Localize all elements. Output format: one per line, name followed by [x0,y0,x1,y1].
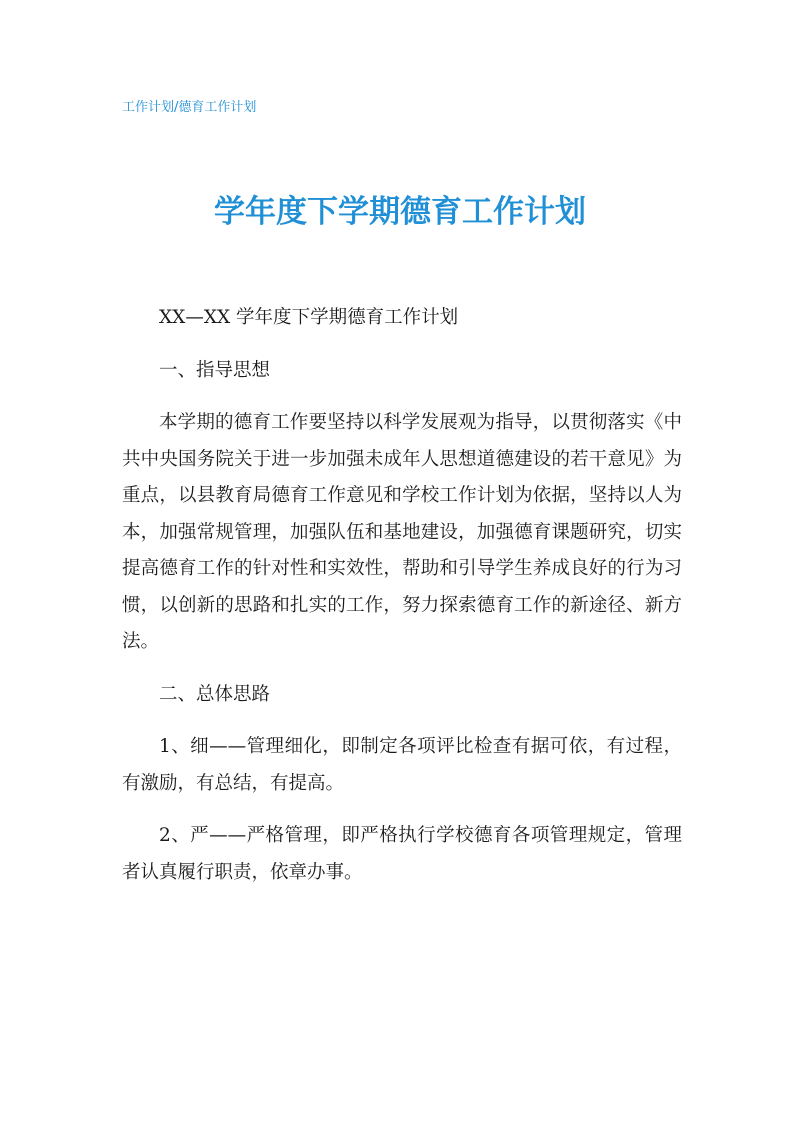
document-body [122,300,682,891]
paragraph-item-2: 2、严——严格管理，即严格执行学校德育各项管理规定，管理者认真履行职责，依章办事。 [122,825,682,883]
section-heading-overall-approach: 二、总体思路 [159,683,271,705]
breadcrumb[interactable]: 工作计划/德育工作计划 [122,100,257,115]
paragraph-guiding-ideology: 本学期的德育工作要坚持以科学发展观为指导，以贯彻落实《中共中央国务院关于进一步加强未成年人思想道德建设的若干意见》为重点，以县教育局德育工作意见和学校工作计划为依据，坚持以人为本，加强常规管理，加强队伍和基地建设，加强德育课题研究，切实提高德育工作的针对性和实效性，帮助和引导学生养成良好的行为习惯，以创新的思路和扎实的工作，努力探索德育工作的新途径、新方法。 [122,412,682,652]
paragraph-item-1: 1、细——管理细化，即制定各项评比检查有据可依，有过程，有激励，有总结，有提高。 [122,736,682,794]
document-subtitle: XX—XX 学年度下学期德育工作计划 [159,307,459,328]
page-title: 学年度下学期德育工作计划 [214,194,586,230]
section-heading-guiding-ideology: 一、指导思想 [159,359,271,381]
